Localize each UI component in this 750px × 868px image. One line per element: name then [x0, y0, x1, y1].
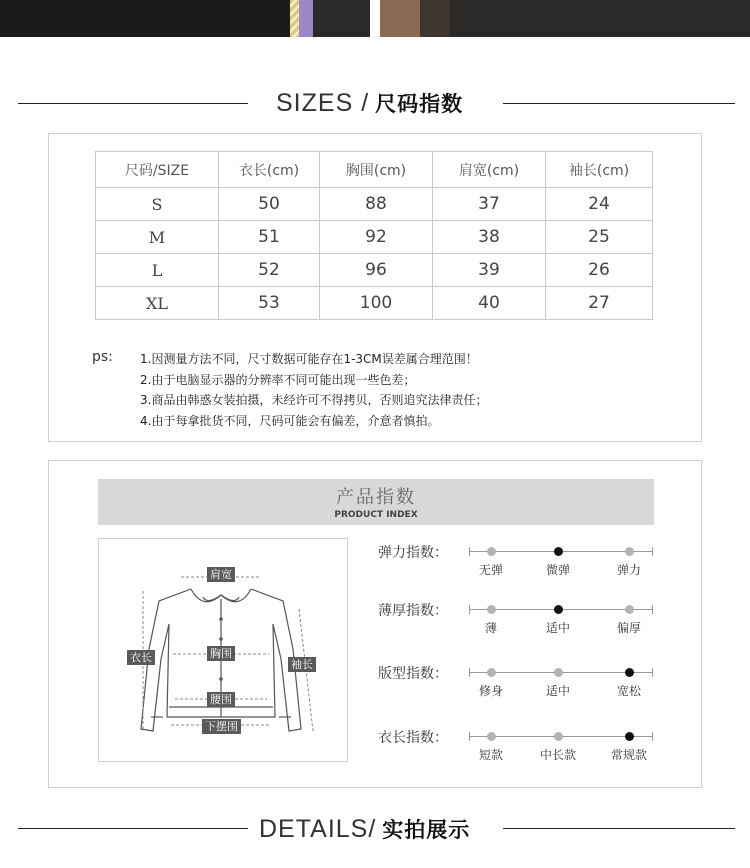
index-option-label: 短款 [478, 748, 503, 762]
heading-rule-left [18, 103, 248, 104]
table-cell: M [96, 221, 219, 254]
diagram-label-shoulder: 肩宽 [207, 567, 235, 582]
index-scale-tick [469, 605, 470, 614]
index-scale-tick [469, 668, 470, 677]
garment-diagram [98, 538, 348, 762]
diagram-label-chest: 胸围 [207, 646, 235, 661]
index-label: 版型指数： [378, 666, 448, 682]
index-scale-tick [652, 547, 653, 556]
details-heading-cn: 实拍展示 [382, 819, 471, 842]
table-row [96, 188, 653, 221]
table-cell: 96 [320, 254, 433, 287]
index-dot [554, 668, 563, 677]
table-cell: 51 [219, 221, 320, 254]
header-length: 衣长(cm) [219, 152, 320, 188]
table-cell: 53 [219, 287, 320, 320]
index-dot [487, 668, 496, 677]
size-table [95, 151, 653, 320]
index-dot-selected [625, 668, 634, 677]
index-option-label: 薄 [484, 621, 497, 635]
diagram-label-hem: 下摆围 [202, 719, 241, 734]
table-cell: 37 [433, 188, 546, 221]
table-cell: 50 [219, 188, 320, 221]
size-notes [140, 349, 487, 431]
details-rule-right [503, 828, 735, 829]
index-dot-selected [554, 605, 563, 614]
index-option-label: 宽松 [616, 684, 641, 698]
diagram-label-length: 衣长 [127, 650, 155, 665]
index-dot [487, 605, 496, 614]
table-cell: 27 [546, 287, 653, 320]
table-row [96, 287, 653, 320]
index-option-label: 适中 [545, 621, 570, 635]
index-dot [554, 732, 563, 741]
note-line: 1.因测量方法不同，尺寸数据可能存在1-3CM误差属合理范围！ [140, 352, 478, 366]
index-option-label: 微弹 [545, 563, 570, 577]
note-line: 3.商品由韩惑女装拍摄，未经许可不得拷贝，否则追究法律责任； [140, 393, 488, 407]
index-option-label: 弹力 [616, 563, 641, 577]
index-option-label: 中长款 [539, 748, 576, 762]
table-cell: L [96, 254, 219, 287]
header-sleeve: 袖长(cm) [546, 152, 653, 188]
index-option-label: 偏厚 [616, 621, 641, 635]
sizes-heading [276, 88, 463, 118]
table-cell: 52 [219, 254, 320, 287]
index-dot [487, 547, 496, 556]
diagram-label-waist: 腰围 [207, 692, 235, 707]
index-scale-tick [469, 732, 470, 741]
product-photo-right [380, 0, 750, 37]
index-label: 弹力指数： [378, 545, 448, 561]
sizes-heading-sep: / [353, 89, 370, 117]
header-chest: 胸围(cm) [320, 152, 433, 188]
product-index-title-en: PRODUCT INDEX [334, 510, 418, 520]
header-shoulder: 肩宽(cm) [433, 152, 546, 188]
table-cell: 40 [433, 287, 546, 320]
index-option-label: 无弹 [478, 563, 503, 577]
index-dot [625, 547, 634, 556]
table-cell: 26 [546, 254, 653, 287]
sizes-heading-cn: 尺码指数 [375, 93, 464, 116]
product-photo-left [0, 0, 370, 37]
table-cell: 24 [546, 188, 653, 221]
index-dot-selected [554, 547, 563, 556]
diagram-label-sleeve: 袖长 [288, 657, 316, 672]
sizes-heading-en: SIZES [276, 89, 354, 117]
table-cell: 100 [320, 287, 433, 320]
index-option-label: 常规款 [610, 748, 647, 762]
index-dot [487, 732, 496, 741]
product-index-title-cn: 产品指数 [336, 487, 416, 508]
size-table-header [96, 152, 653, 188]
table-row [96, 221, 653, 254]
index-scale-tick [652, 605, 653, 614]
table-cell: XL [96, 287, 219, 320]
index-scale-tick [652, 732, 653, 741]
index-label: 衣长指数： [378, 730, 448, 746]
table-cell: 25 [546, 221, 653, 254]
table-cell: 88 [320, 188, 433, 221]
ps-label: ps: [92, 349, 113, 365]
heading-rule-right [503, 103, 735, 104]
product-index-bar [98, 479, 654, 525]
index-option-label: 适中 [545, 684, 570, 698]
header-size: 尺码/SIZE [96, 152, 219, 188]
index-option-label: 修身 [478, 684, 503, 698]
index-dot-selected [625, 732, 634, 741]
index-scale-tick [652, 668, 653, 677]
index-label: 薄厚指数： [378, 603, 448, 619]
details-heading-en: DETAILS/ [259, 815, 377, 843]
note-line: 4.由于每拿批货不同，尺码可能会有偏差，介意者慎拍。 [140, 413, 440, 428]
table-cell: S [96, 188, 219, 221]
table-cell: 39 [433, 254, 546, 287]
index-dot [625, 605, 634, 614]
details-rule-left [18, 828, 248, 829]
details-heading [259, 814, 470, 844]
note-line: 2.由于电脑显示器的分辨率不同可能出现一些色差； [140, 372, 416, 387]
index-scale-tick [469, 547, 470, 556]
table-row [96, 254, 653, 287]
table-cell: 92 [320, 221, 433, 254]
table-cell: 38 [433, 221, 546, 254]
